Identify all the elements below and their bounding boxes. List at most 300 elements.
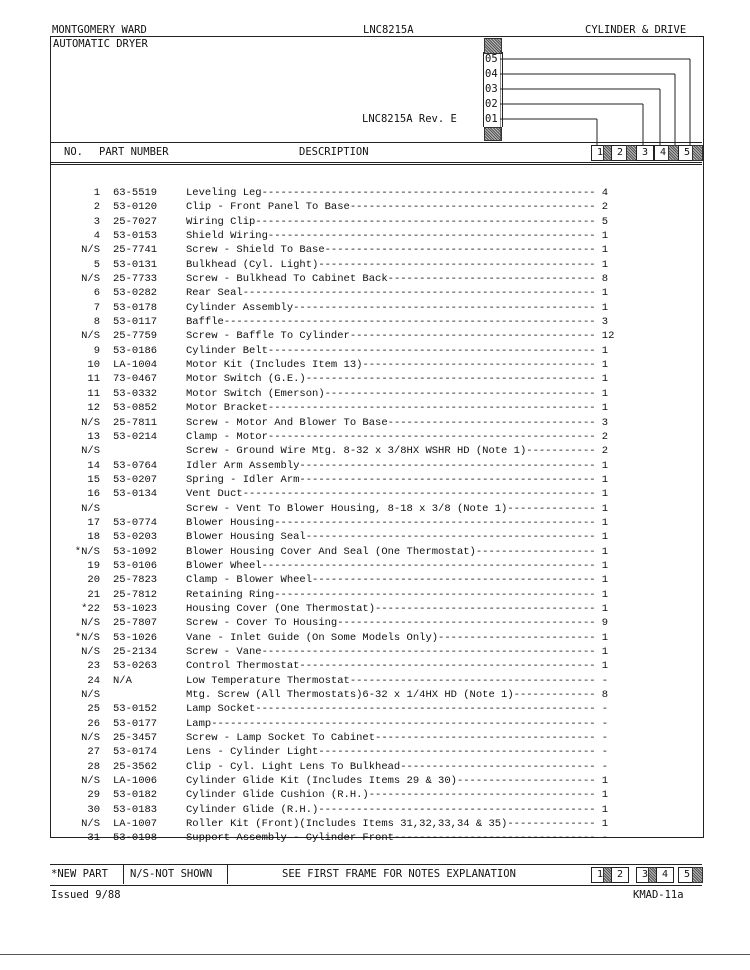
leader-dashes: --------------------------------- <box>387 273 596 286</box>
item-number: 14 <box>87 459 100 472</box>
quantity: - <box>601 674 609 687</box>
scan-edge-line <box>0 954 750 955</box>
part-description <box>186 831 656 845</box>
quantity: 1 <box>601 387 609 400</box>
divider <box>50 142 702 143</box>
part-description <box>186 258 656 272</box>
leader-dashes: -------------- <box>507 502 596 515</box>
item-number: 19 <box>87 559 100 572</box>
quantity: 1 <box>601 516 609 529</box>
table-row <box>50 760 702 774</box>
description-text: Bulkhead (Cyl. Light) <box>186 258 319 271</box>
description-text: Screw - Vane <box>186 646 262 658</box>
part-description <box>186 745 656 759</box>
leader-dashes: -------------------------------------------- <box>318 746 596 759</box>
part-number: 25-7741 <box>113 244 158 257</box>
item-number: 8 <box>93 316 100 329</box>
part-description <box>186 588 656 602</box>
part-number: 53-0207 <box>113 473 158 486</box>
leader-dashes: ----------------------------------------------------- <box>261 187 596 199</box>
quantity: 1 <box>601 359 609 372</box>
item-number: 25 <box>87 703 100 716</box>
table-row <box>50 588 702 602</box>
part-description <box>186 200 656 214</box>
part-number: 53-0774 <box>113 516 158 529</box>
quantity: 2 <box>601 445 609 458</box>
leader-dashes: ---------------------------------------------- <box>305 373 596 386</box>
divider <box>50 162 702 163</box>
table-row <box>50 659 702 673</box>
quantity: 5 <box>601 215 609 228</box>
leader-dashes: ---------------------------------------------------- <box>267 344 596 357</box>
item-number: 24 <box>87 674 100 687</box>
description-text: Low Temperature Thermostat <box>186 674 350 687</box>
item-number: 10 <box>87 359 100 372</box>
page-box-5: 5 <box>678 145 696 161</box>
part-description <box>186 616 656 630</box>
part-description <box>186 301 656 315</box>
quantity: 9 <box>601 617 609 630</box>
part-description <box>186 602 656 616</box>
quantity: 1 <box>601 344 609 357</box>
hatch-block <box>692 145 703 161</box>
description-text: Cylinder Assembly <box>186 301 294 314</box>
part-description <box>186 372 656 386</box>
description-text: Motor Bracket <box>186 402 268 415</box>
description-text: Blower Wheel <box>186 559 262 572</box>
rev-code-01: 01 <box>485 113 498 125</box>
description-text: Cylinder Glide Kit (Includes Items 29 & 30) <box>186 775 457 788</box>
table-row <box>50 215 702 229</box>
leader-dashes: ---------------------------------------------------- <box>267 230 596 243</box>
part-description <box>186 774 656 788</box>
item-number: *22 <box>81 602 100 615</box>
table-row <box>50 559 702 573</box>
leader-dashes: ------------------- <box>475 545 596 558</box>
table-row <box>50 631 702 645</box>
part-number: 25-7027 <box>113 215 158 228</box>
table-row <box>50 817 702 831</box>
quantity: 3 <box>601 416 609 429</box>
divider <box>123 864 124 884</box>
table-row <box>50 229 702 243</box>
brand-label: MONTGOMERY WARD <box>52 24 147 36</box>
leader-dashes: --------------------------------------- <box>349 201 596 214</box>
part-number: 25-7733 <box>113 273 158 286</box>
leader-dashes: ------------------------------------------------------ <box>255 703 596 716</box>
quantity: 1 <box>601 602 609 615</box>
item-number: 6 <box>93 287 100 300</box>
part-number: 53-0177 <box>113 717 158 730</box>
quantity: 1 <box>601 646 609 658</box>
part-description <box>186 645 656 659</box>
description-text: Shield Wiring <box>186 230 268 243</box>
item-number: 12 <box>87 402 100 415</box>
item-number: *N/S <box>74 631 100 644</box>
description-text: Screw - Motor And Blower To Base <box>186 416 388 429</box>
quantity: 1 <box>601 574 609 587</box>
page-box-3: 3 <box>636 145 654 161</box>
description-text: Rear Seal <box>186 287 243 300</box>
item-number: 28 <box>87 760 100 773</box>
part-description <box>186 286 656 300</box>
col-no-header: NO. <box>64 146 83 158</box>
part-number: 53-0214 <box>113 430 158 443</box>
item-number: 5 <box>93 258 100 271</box>
rev-code-03: 03 <box>485 83 498 95</box>
description-text: Screw - Shield To Base <box>186 244 325 257</box>
quantity: 1 <box>601 545 609 558</box>
part-number: 53-0178 <box>113 301 158 314</box>
part-description <box>186 717 656 731</box>
part-number: 53-0131 <box>113 258 158 271</box>
description-text: Clamp - Motor <box>186 430 268 443</box>
revision-label: LNC8215A Rev. E <box>362 113 457 125</box>
item-number: N/S <box>81 818 100 831</box>
item-number: N/S <box>81 775 100 788</box>
leader-dashes: ----------------------------------------------- <box>299 459 596 472</box>
item-number: 26 <box>87 717 100 730</box>
table-row <box>50 473 702 487</box>
item-number: 11 <box>87 387 100 400</box>
leader-dashes: --------------------------------------------------- <box>274 516 596 529</box>
description-text: Vane - Inlet Guide (On Some Models Only) <box>186 631 439 644</box>
part-number: 53-0183 <box>113 803 158 816</box>
page-box-3: 3 <box>636 867 654 883</box>
part-description <box>186 631 656 645</box>
quantity: 1 <box>601 818 609 831</box>
leader-dashes: ---------------------------------------------------- <box>267 402 596 415</box>
table-row <box>50 186 702 200</box>
part-description <box>186 659 656 673</box>
item-number: 20 <box>87 574 100 587</box>
leader-dashes: ----------------------------------- <box>375 602 596 615</box>
part-description <box>186 817 656 831</box>
table-row <box>50 602 702 616</box>
table-row <box>50 286 702 300</box>
leader-dashes: ------------------------------------------- <box>324 244 596 257</box>
leader-dashes: ---------------------- <box>456 775 596 788</box>
leader-dashes: -------------------------------------------------------- <box>242 488 596 501</box>
table-row <box>50 803 702 817</box>
leader-dashes: ------------------------- <box>438 631 596 644</box>
part-description <box>186 788 656 802</box>
description-text: Blower Housing Cover And Seal (One Thermostat) <box>186 545 476 558</box>
quantity: 1 <box>601 789 609 802</box>
table-row <box>50 200 702 214</box>
table-row <box>50 530 702 544</box>
model-label: LNC8215A <box>363 24 414 36</box>
table-row <box>50 788 702 802</box>
part-description <box>186 674 656 688</box>
table-row <box>50 243 702 257</box>
new-part-legend: *NEW PART <box>51 868 108 880</box>
quantity: 4 <box>601 187 609 199</box>
description-text: Motor Switch (Emerson) <box>186 387 325 400</box>
quantity: - <box>601 732 609 745</box>
description-text: Screw - Cover To Housing <box>186 617 338 630</box>
part-number: 53-0120 <box>113 201 158 214</box>
part-description <box>186 243 656 257</box>
item-number: 4 <box>93 230 100 243</box>
item-number: 15 <box>87 473 100 486</box>
item-number: 21 <box>87 588 100 601</box>
quantity: 1 <box>601 402 609 415</box>
leader-dashes: ----------- <box>526 445 596 458</box>
part-number: 53-0282 <box>113 287 158 300</box>
leader-dashes: -------------------------------------------- <box>318 258 596 271</box>
item-number: N/S <box>81 689 100 702</box>
item-number: 18 <box>87 531 100 544</box>
page-box-4: 4 <box>654 145 672 161</box>
description-text: Vent Duct <box>186 488 243 501</box>
item-number: N/S <box>81 445 100 458</box>
table-row <box>50 674 702 688</box>
part-number: N/A <box>113 674 132 687</box>
description-text: Blower Housing <box>186 516 275 529</box>
leader-dashes: ---------------------------------------------------- <box>267 430 596 443</box>
table-row <box>50 401 702 415</box>
item-number: N/S <box>81 732 100 745</box>
page-box-2: 2 <box>611 145 629 161</box>
table-row <box>50 645 702 659</box>
part-number: 53-0152 <box>113 703 158 716</box>
part-description <box>186 358 656 372</box>
table-row <box>50 516 702 530</box>
part-number: 25-7811 <box>113 416 158 429</box>
item-number: N/S <box>81 244 100 257</box>
page-box-1: 1 <box>591 145 609 161</box>
part-number: 53-0134 <box>113 488 158 501</box>
quantity: 12 <box>601 330 615 343</box>
part-description <box>186 229 656 243</box>
table-row <box>50 616 702 630</box>
table-row <box>50 545 702 559</box>
leader-dashes: ----------------------------------------------------- <box>261 646 596 658</box>
hatch-block <box>692 867 703 883</box>
part-description <box>186 573 656 587</box>
table-row <box>50 430 702 444</box>
parts-list <box>50 186 702 846</box>
table-row <box>50 831 702 845</box>
leader-dashes: --------------------------------------------------- <box>274 588 596 601</box>
table-row <box>50 387 702 401</box>
leader-dashes: ----------------------------------------------------- <box>261 559 596 572</box>
part-description <box>186 215 656 229</box>
item-number: 7 <box>93 301 100 314</box>
leader-dashes: ------------------------------------------------------------- <box>211 717 596 730</box>
part-number: 53-1023 <box>113 602 158 615</box>
item-number: 2 <box>93 201 100 214</box>
quantity: 2 <box>601 201 609 214</box>
item-number: 13 <box>87 430 100 443</box>
part-number: 53-0263 <box>113 660 158 673</box>
item-number: *N/S <box>74 545 100 558</box>
description-text: Screw - Bulkhead To Cabinet Back <box>186 273 388 286</box>
item-number: 11 <box>87 373 100 386</box>
leader-dashes: ----------------------------------------- <box>337 617 596 630</box>
part-number: 53-0332 <box>113 387 158 400</box>
description-text: Screw - Lamp Socket To Cabinet <box>186 732 376 745</box>
description-text: Screw - Baffle To Cylinder <box>186 330 350 343</box>
leader-dashes: ------------------------------------------- <box>324 387 596 400</box>
description-text: Control Thermostat <box>186 660 300 673</box>
part-description <box>186 530 656 544</box>
table-row <box>50 372 702 386</box>
item-number: N/S <box>81 502 100 515</box>
quantity: 1 <box>601 258 609 271</box>
description-text: Screw - Ground Wire Mtg. 8-32 x 3/8HX WSHR HD (Note 1) <box>186 445 527 458</box>
part-description <box>186 688 656 702</box>
leader-dashes: -------------------------------------------------------- <box>242 287 596 300</box>
quantity: 1 <box>601 230 609 243</box>
part-number: 53-0106 <box>113 559 158 572</box>
table-row <box>50 258 702 272</box>
table-row <box>50 459 702 473</box>
quantity: 1 <box>601 660 609 673</box>
item-number: N/S <box>81 617 100 630</box>
part-description <box>186 315 656 329</box>
description-text: Cylinder Belt <box>186 344 268 357</box>
quantity: 1 <box>601 287 609 300</box>
description-text: Leveling Leg <box>186 187 262 199</box>
part-description <box>186 186 656 200</box>
part-number: 53-0182 <box>113 789 158 802</box>
leader-dashes: ------------------------------------------------ <box>293 301 596 314</box>
quantity: 1 <box>601 488 609 501</box>
document-code: KMAD-11a <box>633 889 684 901</box>
part-description <box>186 760 656 774</box>
quantity: 8 <box>601 689 609 702</box>
product-label: AUTOMATIC DRYER <box>53 38 148 50</box>
leader-dashes: --------------------------------- <box>387 416 596 429</box>
table-row <box>50 344 702 358</box>
part-number: LA-1004 <box>113 359 158 372</box>
table-row <box>50 487 702 501</box>
table-row <box>50 573 702 587</box>
part-number: 53-1092 <box>113 545 158 558</box>
leader-dashes: ------------- <box>513 689 596 702</box>
part-description <box>186 545 656 559</box>
leader-dashes: --------------------------------------- <box>349 330 596 343</box>
description-text: Clip - Front Panel To Base <box>186 201 350 214</box>
section-label: CYLINDER & DRIVE <box>585 24 687 36</box>
divider <box>50 164 702 165</box>
leader-dashes: -------------------------------- <box>393 832 596 845</box>
item-number: 16 <box>87 488 100 501</box>
description-text: Wiring Clip <box>186 215 256 228</box>
leader-dashes: ----------------------------------------------- <box>299 660 596 673</box>
rev-code-02: 02 <box>485 98 498 110</box>
quantity: - <box>601 832 609 845</box>
col-part-number-header: PART NUMBER <box>99 146 169 158</box>
part-number: 53-0117 <box>113 316 158 329</box>
part-number: 63-5519 <box>113 187 158 199</box>
quantity: - <box>601 746 609 759</box>
leader-dashes: ----------------------------------------------- <box>299 473 596 486</box>
part-number: 53-0153 <box>113 230 158 243</box>
col-description-header: DESCRIPTION <box>299 146 369 158</box>
page-box-4: 4 <box>656 867 674 883</box>
table-row <box>50 502 702 516</box>
part-number: 25-7807 <box>113 617 158 630</box>
quantity: 3 <box>601 316 609 329</box>
part-number: 53-0203 <box>113 531 158 544</box>
part-description <box>186 387 656 401</box>
leader-dashes: ---------------------------------------------- <box>305 531 596 544</box>
quantity: 1 <box>601 775 609 788</box>
description-text: Spring - Idler Arm <box>186 473 300 486</box>
part-number: 73-0467 <box>113 373 158 386</box>
part-number: 53-0764 <box>113 459 158 472</box>
divider <box>227 864 228 884</box>
item-number: N/S <box>81 646 100 658</box>
description-text: Clip - Cyl. Light Lens To Bulkhead <box>186 760 401 773</box>
description-text: Cylinder Glide (R.H.) <box>186 803 319 816</box>
part-number: 25-7812 <box>113 588 158 601</box>
quantity: 1 <box>601 531 609 544</box>
revision-leader-lines <box>500 50 710 150</box>
description-text: Idler Arm Assembly <box>186 459 300 472</box>
page-box-1: 1 <box>591 867 609 883</box>
table-row <box>50 315 702 329</box>
description-text: Clamp - Blower Wheel <box>186 574 313 587</box>
leader-dashes: ----------------------------------------------------------- <box>223 316 596 329</box>
description-text: Lens - Cylinder Light <box>186 746 319 759</box>
table-row <box>50 731 702 745</box>
description-text: Support Assembly - Cylinder Front <box>186 832 394 845</box>
table-row <box>50 416 702 430</box>
part-description <box>186 401 656 415</box>
item-number: N/S <box>81 416 100 429</box>
issued-date: Issued 9/88 <box>51 889 121 901</box>
part-number: 25-3562 <box>113 760 158 773</box>
part-description <box>186 487 656 501</box>
part-description <box>186 731 656 745</box>
table-row <box>50 329 702 343</box>
description-text: Screw - Vent To Blower Housing, 8-18 x 3/8 (Note 1) <box>186 502 508 515</box>
item-number: 3 <box>93 215 100 228</box>
description-text: Roller Kit (Front)(Includes Items 31,32,33,34 & 35) <box>186 818 508 831</box>
description-text: Motor Switch (G.E.) <box>186 373 306 386</box>
table-row <box>50 774 702 788</box>
part-number: 53-0186 <box>113 344 158 357</box>
description-text: Lamp <box>186 717 212 730</box>
part-description <box>186 444 656 458</box>
leader-dashes: -------------- <box>507 818 596 831</box>
leader-dashes: ------------------------------------------------------ <box>255 215 596 228</box>
part-number: LA-1006 <box>113 775 158 788</box>
table-row <box>50 301 702 315</box>
table-row <box>50 272 702 286</box>
part-description <box>186 702 656 716</box>
quantity: 8 <box>601 273 609 286</box>
rev-code-04: 04 <box>485 68 498 80</box>
table-row <box>50 358 702 372</box>
quantity: 1 <box>601 803 609 816</box>
quantity: 1 <box>601 244 609 257</box>
quantity: 1 <box>601 559 609 572</box>
description-text: Mtg. Screw (All Thermostats)6-32 x 1/4HX HD (Note 1) <box>186 689 514 702</box>
quantity: 1 <box>601 502 609 515</box>
description-text: Lamp Socket <box>186 703 256 716</box>
quantity: - <box>601 717 609 730</box>
description-text: Cylinder Glide Cushion (R.H.) <box>186 789 369 802</box>
leader-dashes: ------------------------------- <box>400 760 596 773</box>
quantity: 2 <box>601 430 609 443</box>
quantity: 1 <box>601 459 609 472</box>
description-text: Blower Housing Seal <box>186 531 306 544</box>
